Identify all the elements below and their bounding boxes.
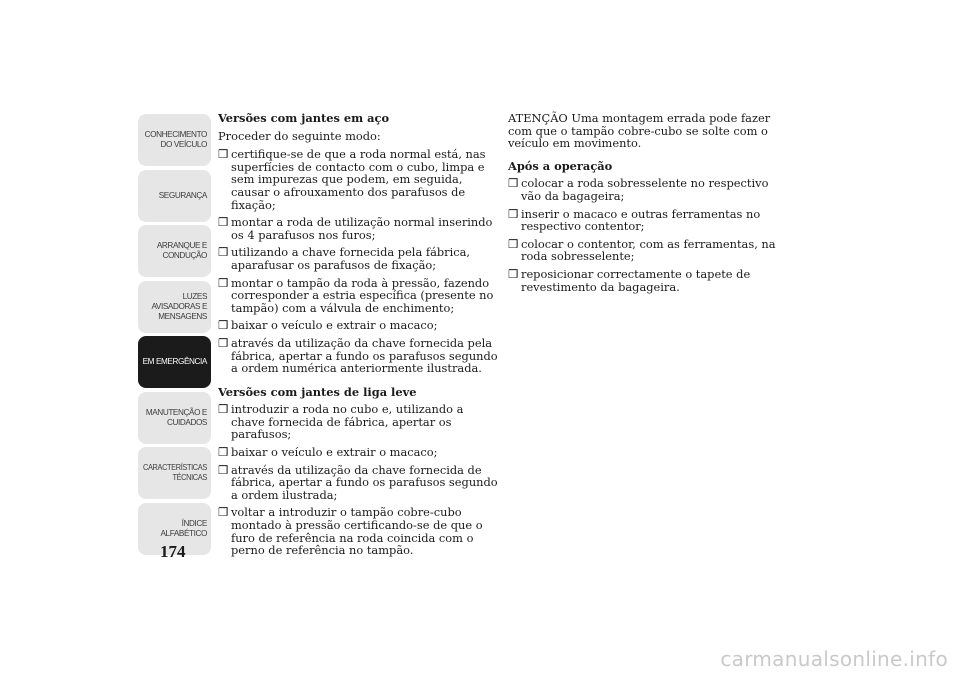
tab-label: EM EMERGÊNCIA <box>142 357 207 366</box>
bullet-icon: ❒ <box>508 236 519 251</box>
bullet-icon: ❒ <box>218 147 229 162</box>
page-number: 174 <box>160 542 186 561</box>
list-item: ❒ baixar o veículo e extrair o macaco; <box>218 318 438 333</box>
list-item: ❒ voltar a introduzir o tampão cobre-cubo montado à pressão certificando-se de que o furo de referência na roda coincida com o perno de referência no tampão. <box>218 505 483 558</box>
tab-label: SEGURANÇA <box>158 190 207 200</box>
bullet-icon: ❒ <box>508 206 519 221</box>
bullet-icon: ❒ <box>218 445 229 460</box>
tab-label: CONHECIMENTO DO VEÍCULO <box>144 130 207 149</box>
list-item: ❒ colocar a roda sobresselente no respectivo vão da bagageira; <box>508 176 769 203</box>
tab-em-emergencia[interactable] <box>138 336 211 388</box>
intro-text: Proceder do seguinte modo: <box>218 128 381 143</box>
warning-text: ATENÇÃO Uma montagem errada pode fazer com que o tampão cobre-cubo se solte com o veículo em movimento. <box>508 111 771 151</box>
section-heading-steel-rims: Versões com jantes em aço <box>218 111 390 125</box>
list-item: ❒ através da utilização da chave fornecida de fábrica, apertar a fundo os parafusos segundo a ordem ilustrada; <box>218 462 498 502</box>
list-item: ❒ colocar o contentor, com as ferramentas, na roda sobresselente; <box>508 236 776 264</box>
tab-caracteristicas-tecnicas[interactable] <box>138 447 211 499</box>
list-item: ❒ baixar o veículo e extrair o macaco; <box>218 445 438 460</box>
section-heading-alloy-rims: Versões com jantes de liga leve <box>218 384 417 399</box>
bullet-icon: ❒ <box>218 245 229 260</box>
list-item: ❒ introduzir a roda no cubo e, utilizando a chave fornecida de fábrica, apertar os parafusos; <box>218 402 464 442</box>
list-item: ❒ montar a roda de utilização normal inserindo os 4 parafusos nos furos; <box>218 215 493 242</box>
tab-arranque-e-conducao[interactable] <box>138 225 211 277</box>
watermark: carmanualsonline.info <box>720 647 948 671</box>
section-heading-after-operation: Após a operação <box>508 158 613 173</box>
list-item: ❒ através da utilização da chave fornecida pela fábrica, apertar a fundo os parafusos segundo a ordem numérica anteriormente ilustrada. <box>218 335 498 376</box>
chapter-sidebar <box>138 114 211 558</box>
tab-luzes-avisadoras-e-mensagens[interactable] <box>138 281 211 333</box>
list-item: ❒ inserir o macaco e outras ferramentas no respectivo contentor; <box>508 206 761 234</box>
list-item: ❒ montar o tampão da roda à pressão, fazendo corresponder a estria específica (presente no tampão) com a válvula de enchimento; <box>218 275 494 315</box>
bullet-icon: ❒ <box>218 275 229 290</box>
tab-manutencao-e-cuidados[interactable] <box>138 392 211 444</box>
tab-label: ARRANQUE E CONDUÇÃO <box>156 241 207 260</box>
tab-label: MANUTENÇÃO E CUIDADOS <box>145 407 207 427</box>
bullet-icon: ❒ <box>218 215 229 230</box>
list-item: ❒ utilizando a chave fornecida pela fábrica, aparafusar os parafusos de fixação; <box>218 245 471 272</box>
tab-label: CARACTERÍSTICAS TÉCNICAS <box>143 463 207 482</box>
tab-conhecimento-do-veiculo[interactable] <box>138 114 211 166</box>
bullet-icon: ❒ <box>508 266 519 281</box>
left-column <box>218 112 498 562</box>
tab-label: LUZES AVISADORAS E MENSAGENS <box>151 291 207 321</box>
bullet-icon: ❒ <box>218 335 229 350</box>
tab-label: ÍNDICE ALFABÉTICO <box>160 518 207 538</box>
bullet-icon: ❒ <box>218 505 229 520</box>
bullet-icon: ❒ <box>508 176 519 191</box>
bullet-icon: ❒ <box>218 318 229 333</box>
bullet-icon: ❒ <box>218 402 229 417</box>
bullet-icon: ❒ <box>218 462 229 477</box>
list-item: ❒ reposicionar correctamente o tapete de revestimento da bagageira. <box>508 266 751 294</box>
right-column <box>508 112 788 298</box>
tab-seguranca[interactable] <box>138 170 211 222</box>
list-item: ❒ certifique-se de que a roda normal está, nas superfícies de contacto com o cubo, limpa e sem impurezas que podem, em seguida, causar o afrouxamento dos parafusos de fixação; <box>218 147 486 212</box>
